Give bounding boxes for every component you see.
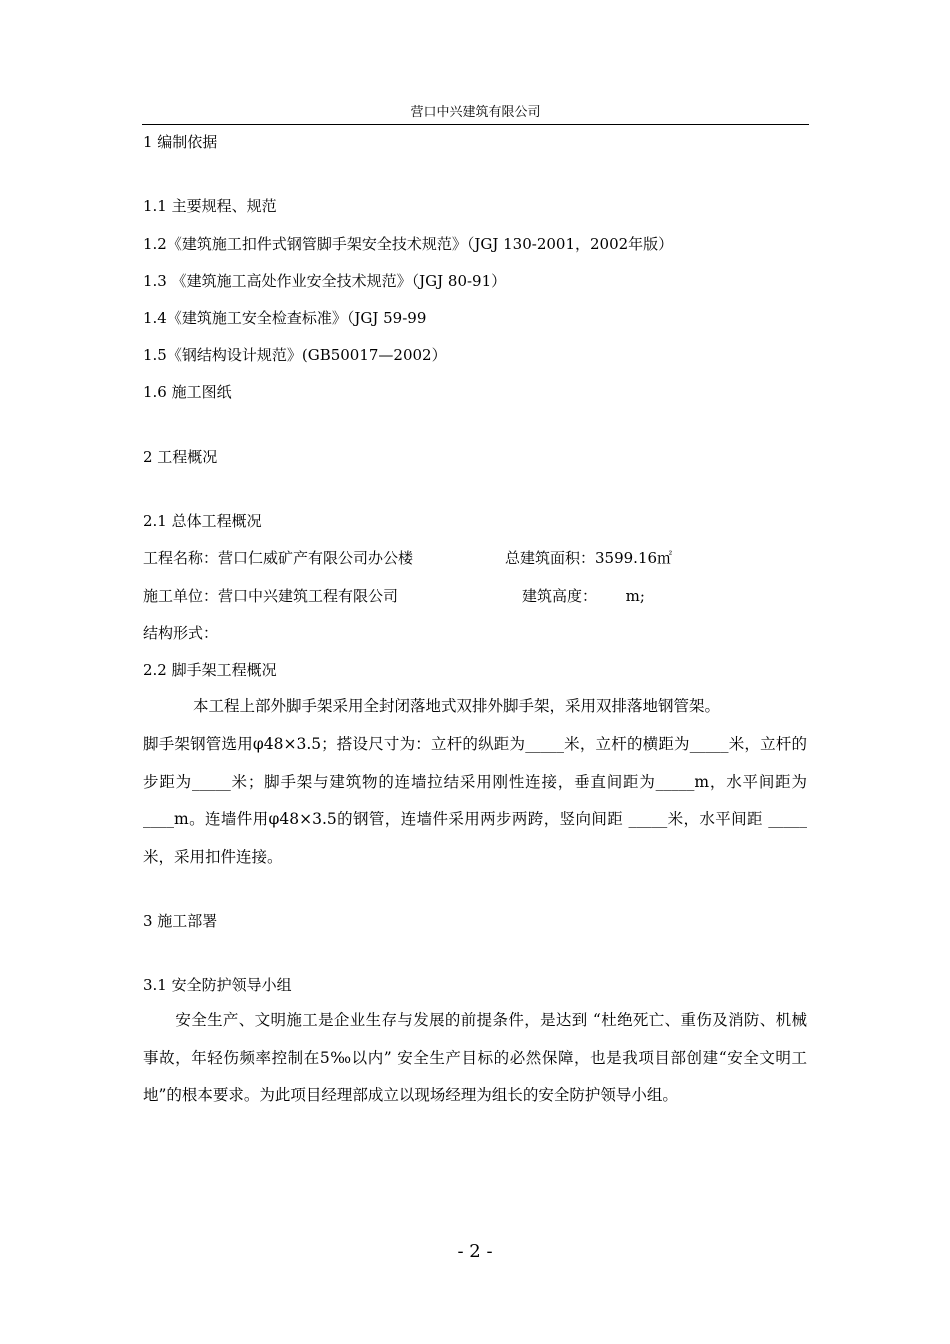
building-height: 建筑高度： m; bbox=[522, 587, 645, 605]
section-3-1: 3.1 安全防护领导小组 bbox=[143, 976, 292, 994]
section-1-2: 1.2《建筑施工扣件式钢管脚手架安全技术规范》（JGJ 130-2001，2002年版） bbox=[143, 235, 674, 253]
section-2-title: 2 工程概况 bbox=[143, 448, 218, 466]
section-1-6: 1.6 施工图纸 bbox=[143, 383, 232, 401]
scaffold-paragraph-intro bbox=[143, 688, 807, 726]
project-name: 工程名称：营口仁威矿产有限公司办公楼 bbox=[143, 549, 414, 567]
section-1-title: 1 编制依据 bbox=[143, 133, 218, 151]
total-area: 总建筑面积：3599.16㎡ bbox=[505, 549, 673, 567]
structure-form: 结构形式： bbox=[143, 624, 219, 642]
page-header: 营口中兴建筑有限公司 bbox=[142, 104, 809, 125]
section-3-title: 3 施工部署 bbox=[143, 912, 218, 930]
safety-paragraph bbox=[143, 1002, 807, 1115]
safety-paragraph-text: 安全生产、文明施工是企业生存与发展的前提条件，是达到 “杜绝死亡、重伤及消防、机械事故，年轻伤频率控制在5‰以内” 安全生产目标的必然保障，也是我项目部创建“安全文明工地”的根本要求。为此项目经理部成立以现场经理为组长的安全防护领导小组。 bbox=[143, 1011, 807, 1104]
section-2-1: 2.1 总体工程概况 bbox=[143, 512, 262, 530]
construction-unit: 施工单位：营口中兴建筑工程有限公司 bbox=[143, 587, 399, 605]
section-1-1: 1.1 主要规程、规范 bbox=[143, 197, 277, 215]
section-1-4: 1.4《建筑施工安全检查标准》（JGJ 59-99 bbox=[143, 309, 427, 327]
section-1-3: 1.3 《建筑施工高处作业安全技术规范》（JGJ 80-91） bbox=[143, 272, 507, 290]
section-2-2: 2.2 脚手架工程概况 bbox=[143, 661, 277, 679]
page-number: - 2 - bbox=[457, 1241, 493, 1262]
scaffold-paragraph-detail: 脚手架钢管选用φ48×3.5；搭设尺寸为：立杆的纵距为_____米，立杆的横距为_____米，立杆的步距为_____米；脚手架与建筑物的连墙拉结采用刚性连接，垂直间距为_____m，水平间距为____m。连墙件用φ48×3.5的钢管，连墙件采用两步两跨，竖向间距 _____米，水平间距 _____米，采用扣件连接。 bbox=[143, 735, 807, 866]
scaffold-paragraph-intro-text: 本工程上部外脚手架采用全封闭落地式双排外脚手架，采用双排落地钢管架。 bbox=[193, 697, 721, 715]
section-1-5: 1.5《钢结构设计规范》(GB50017—2002） bbox=[143, 346, 447, 364]
